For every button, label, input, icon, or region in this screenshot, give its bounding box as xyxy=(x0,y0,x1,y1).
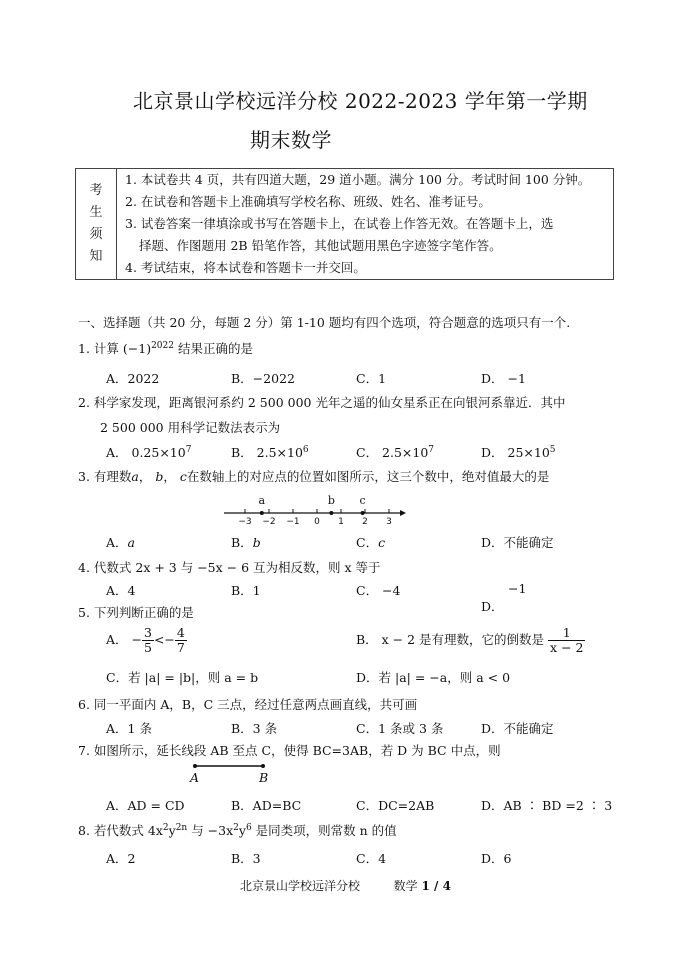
q3-option-b: B．b xyxy=(231,535,261,550)
question-8-stem: 8. 若代数式 $4x^2y^{2n}$ 与 $-3x^2y^6$ 是同类项，则常数 n 的值 xyxy=(78,822,397,838)
notice-table xyxy=(75,168,614,280)
point-b xyxy=(261,764,265,768)
q4-option-a: A．4 xyxy=(106,583,136,598)
number-line-tick-label: 0 xyxy=(314,517,320,527)
q7-option-d: D．AB ∶ BD =2 ∶ 3 xyxy=(481,798,613,813)
q7-option-a: A．AD = CD xyxy=(106,798,185,813)
number-line-point-a xyxy=(260,511,264,515)
q6-option-d: D．不能确定 xyxy=(481,721,554,736)
q1-option-c: C．1 xyxy=(356,371,387,386)
notice-item: 4. 考试结束，将本试卷和答题卡一并交回。 xyxy=(117,257,614,280)
exam-title: 北京景山学校远洋分校 2022-2023 学年第一学期 xyxy=(133,89,588,113)
number-line-tick-label: −3 xyxy=(238,517,252,527)
q6-option-c: C．1 条或 3 条 xyxy=(356,721,444,736)
question-3-stem: 3. 有理数a， b， c在数轴上的对应点的位置如图所示，这三个数中，绝对值最大的是 xyxy=(78,469,550,484)
q8-option-b: B．3 xyxy=(231,851,261,866)
q2-option-b: B． $2.5\times 10^6$ xyxy=(231,444,309,460)
number-line-tick-label: −1 xyxy=(286,517,300,527)
q4-option-b: B．1 xyxy=(231,583,261,598)
number-line-point-label: a xyxy=(258,494,266,507)
number-line-point-label: b xyxy=(327,494,335,507)
number-line-point-c xyxy=(361,511,365,515)
label-a: A xyxy=(190,770,200,785)
q1-option-d: D． −1 xyxy=(481,371,526,386)
question-4-stem: 4. 代数式 2x + 3 与 −5x − 6 互为相反数，则 x 等于 xyxy=(78,560,381,575)
q4-option-d-value: −1 xyxy=(508,581,527,596)
q5-option-d: D．若 |a| = −a，则 a < 0 xyxy=(356,670,511,685)
q2-option-d: D． $25\times 10^5$ xyxy=(481,444,556,460)
q4-option-d-letter: D． xyxy=(481,599,504,614)
number-line-point-label: c xyxy=(359,494,366,507)
q2-option-a: A． $0.25\times 10^7$ xyxy=(106,444,192,460)
q8-option-d: D．6 xyxy=(481,851,512,866)
q5-option-a: A． − $\frac{3}{5}$ <− $\frac{4}{7}$ xyxy=(106,625,185,655)
q4-option-c: C． −4 xyxy=(356,583,401,598)
q6-option-b: B．3 条 xyxy=(231,721,278,736)
section-heading: 一、选择题（共 20 分，每题 2 分）第 1-10 题均有四个选项，符合题意的选项只有一个. xyxy=(78,315,571,330)
question-7-stem: 7. 如图所示，延长线段 AB 至点 C，使得 BC=3AB，若 D 为 BC 中点，则 xyxy=(78,743,501,758)
q7-option-b: B．AD=BC xyxy=(231,798,302,813)
question-2-stem: 2. 科学家发现，距离银河系约 2 500 000 光年之遥的仙女星系正在向银河系靠近．其中 xyxy=(78,395,566,410)
q3-option-d: D．不能确定 xyxy=(481,535,554,550)
number-line-tick-label: −2 xyxy=(262,517,276,527)
q1-option-a: A．2022 xyxy=(106,371,160,386)
point-a xyxy=(193,764,197,768)
q6-option-a: A．1 条 xyxy=(106,721,152,736)
number-line-tick-label: 3 xyxy=(386,517,392,527)
question-6-stem: 6. 同一平面内 A，B，C 三点，经过任意两点画直线，共可画 xyxy=(78,697,418,712)
label-b: B xyxy=(259,770,269,785)
question-1-stem: 1. 计算 $(-1)^{2022}$ 结果正确的是 xyxy=(78,340,253,356)
notice-label: 考 生 须 知 xyxy=(76,169,117,280)
number-line-tick-label: 2 xyxy=(362,517,368,527)
notice-item: 3. 试卷答案一律填涂或书写在答题卡上，在试卷上作答无效。在答题卡上，选 xyxy=(117,213,614,235)
number-line-figure xyxy=(220,487,410,529)
exam-subtitle: 期末数学 xyxy=(250,128,332,152)
question-5-stem: 5. 下列判断正确的是 xyxy=(78,605,194,620)
number-line-point-b xyxy=(329,511,333,515)
q3-option-c: C．c xyxy=(356,535,386,550)
notice-item: 2. 在试卷和答题卡上准确填写学校名称、班级、姓名、准考证号。 xyxy=(117,191,614,213)
number-line-tick-label: 1 xyxy=(338,517,344,527)
q8-option-c: C．4 xyxy=(356,851,387,866)
number-line-arrow xyxy=(400,510,406,516)
q5-option-b: B． x − 2 是有理数，它的倒数是 $\frac{1}{x - 2}$ xyxy=(356,625,584,655)
notice-item: 择题、作图题用 2B 铅笔作答，其他试题用黑色字迹签字笔作答。 xyxy=(117,235,614,257)
q7-option-c: C．DC=2AB xyxy=(356,798,435,813)
q1-option-b: B．−2022 xyxy=(231,371,295,386)
q5-option-c: C．若 |a| = |b|，则 a = b xyxy=(106,670,259,685)
notice-item: 1. 本试卷共 4 页，共有四道大题，29 道小题。满分 100 分。考试时间 100 分钟。 xyxy=(117,169,614,192)
page-footer: 北京景山学校远洋分校 数学 1 / 4 xyxy=(240,879,451,893)
q8-option-a: A．2 xyxy=(106,851,136,866)
q2-option-c: C． $2.5\times 10^7$ xyxy=(356,444,435,460)
question-2-stem-cont: 2 500 000 用科学记数法表示为 xyxy=(100,420,281,435)
q3-option-a: A．a xyxy=(106,535,135,550)
